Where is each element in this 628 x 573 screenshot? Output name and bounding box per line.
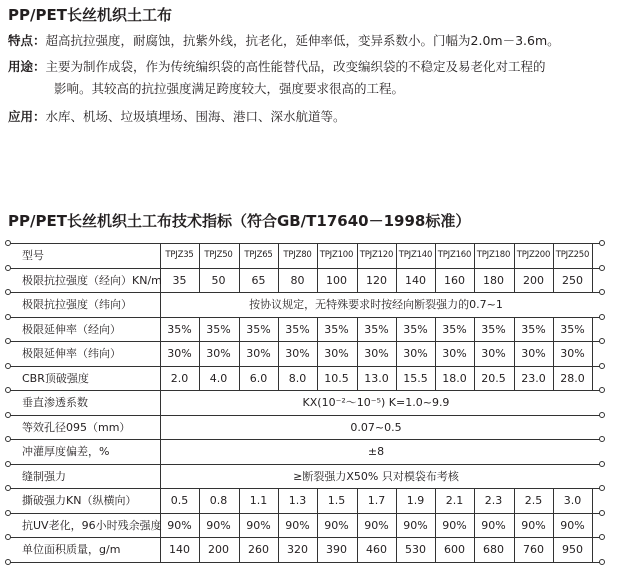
row-value: 90% (442, 518, 467, 532)
row-dot-right (599, 314, 605, 320)
row-value: 90% (324, 518, 349, 532)
row-value: 1.1 (249, 493, 268, 507)
row-value: 160 (444, 273, 465, 287)
usage-text-2: 影响。其较高的抗拉强度满足跨度较大，强度要求很高的工程。 (54, 81, 405, 96)
row-value: 28.0 (560, 371, 585, 385)
document-title: PP/PET长丝机织土工布 (8, 6, 172, 24)
row-value: 760 (523, 542, 544, 556)
row-value: 2.1 (445, 493, 464, 507)
row-dot-right (599, 265, 605, 271)
row-value: 90% (285, 518, 310, 532)
row-label: 极限延伸率（纬向） (22, 347, 121, 361)
application-text: 水库、机场、垃圾填埋场、围海、港口、深水航道等。 (45, 109, 346, 124)
model-header: TPJZ160 (437, 250, 472, 261)
row-span-value: 0.07~0.5 (350, 420, 402, 434)
row-value: 65 (251, 273, 266, 287)
row-value: 35% (285, 322, 310, 336)
model-header: TPJZ80 (283, 250, 312, 261)
row-label: 极限延伸率（经向） (22, 323, 121, 337)
row-dot-right (599, 485, 605, 491)
row-value: 30% (285, 346, 310, 360)
row-value: 950 (562, 542, 583, 556)
row-line (8, 562, 602, 563)
features-paragraph (8, 30, 560, 52)
row-label: 等效孔径095（mm） (22, 421, 131, 435)
row-value: 1.9 (406, 493, 425, 507)
row-value: 2.3 (484, 493, 503, 507)
row-dot-left (5, 461, 11, 467)
row-value: 600 (444, 542, 465, 556)
row-value: 30% (167, 346, 192, 360)
row-dot-left (5, 338, 11, 344)
row-dot-right (599, 510, 605, 516)
row-value: 90% (167, 518, 192, 532)
row-value: 680 (483, 542, 504, 556)
row-value: 250 (562, 273, 583, 287)
application-key: 应用： (8, 109, 46, 124)
row-dot-right (599, 363, 605, 369)
row-dot-left (5, 265, 11, 271)
row-dot-right (599, 387, 605, 393)
usage-paragraph (8, 56, 546, 100)
model-header: TPJZ140 (398, 250, 433, 261)
row-value: 30% (521, 346, 546, 360)
col-line (592, 366, 593, 391)
row-value: 13.0 (364, 371, 389, 385)
row-value: 8.0 (288, 371, 307, 385)
row-value: 530 (405, 542, 426, 556)
row-label: CBR顶破强度 (22, 372, 89, 386)
row-value: 320 (287, 542, 308, 556)
row-span-value: ±8 (367, 444, 385, 458)
row-value: 0.5 (170, 493, 189, 507)
row-value: 90% (521, 518, 546, 532)
row-value: 35% (442, 322, 467, 336)
row-dot-right (599, 436, 605, 442)
row-value: 10.5 (324, 371, 349, 385)
row-value: 1.5 (327, 493, 346, 507)
row-value: 30% (442, 346, 467, 360)
row-dot-right (599, 559, 605, 565)
row-value: 200 (523, 273, 544, 287)
model-header: TPJZ200 (516, 250, 551, 261)
row-value: 23.0 (521, 371, 546, 385)
usage-text-1: 主要为制作成袋，作为传统编织袋的高性能替代品，改变编织袋的不稳定及易老化对工程的 (45, 59, 546, 74)
row-value: 90% (364, 518, 389, 532)
application-paragraph (8, 106, 346, 128)
model-header: TPJZ250 (555, 250, 590, 261)
row-value: 90% (481, 518, 506, 532)
row-value: 35 (172, 273, 187, 287)
row-label: 撕破强力KN（纵横向） (22, 494, 137, 508)
row-label: 抗UV老化，96小时残余强度 (22, 519, 162, 533)
row-value: 15.5 (403, 371, 428, 385)
row-value: 30% (481, 346, 506, 360)
row-dot-left (5, 289, 11, 295)
row-dot-right (599, 240, 605, 246)
row-span-value: 按协议规定，无特殊要求时按经向断裂强力的0.7~1 (249, 298, 503, 312)
row-value: 140 (169, 542, 190, 556)
row-dot-right (599, 412, 605, 418)
row-value: 80 (290, 273, 305, 287)
model-header: TPJZ100 (319, 250, 354, 261)
row-label: 垂直渗透系数 (22, 396, 88, 410)
col-line (592, 513, 593, 538)
row-value: 30% (246, 346, 271, 360)
col-line (592, 488, 593, 513)
row-value: 30% (206, 346, 231, 360)
row-value: 6.0 (249, 371, 268, 385)
row-value: 200 (208, 542, 229, 556)
row-value: 3.0 (563, 493, 582, 507)
row-value: 30% (403, 346, 428, 360)
row-value: 1.3 (288, 493, 307, 507)
model-header: TPJZ120 (359, 250, 394, 261)
row-value: 0.8 (209, 493, 228, 507)
row-value: 140 (405, 273, 426, 287)
row-span-value: KX(10⁻²～10⁻⁵) K=1.0~9.9 (302, 396, 450, 410)
row-value: 35% (364, 322, 389, 336)
row-value: 35% (560, 322, 585, 336)
row-dot-left (5, 363, 11, 369)
row-value: 120 (366, 273, 387, 287)
row-value: 35% (403, 322, 428, 336)
row-value: 100 (326, 273, 347, 287)
row-label: 缝制强力 (22, 470, 66, 484)
col-line (592, 268, 593, 293)
row-dot-left (5, 436, 11, 442)
row-dot-left (5, 485, 11, 491)
features-key: 特点： (8, 33, 46, 48)
row-dot-left (5, 534, 11, 540)
spec-table-title: PP/PET长丝机织土工布技术指标（符合GB/T17640－1998标准） (8, 212, 471, 230)
header-label: 型号 (22, 249, 44, 263)
row-value: 180 (483, 273, 504, 287)
col-line (592, 317, 593, 342)
row-label: 极限抗拉强度（纬向） (22, 298, 132, 312)
model-header: TPJZ65 (244, 250, 273, 261)
col-line (592, 243, 593, 268)
row-value: 35% (167, 322, 192, 336)
row-value: 1.7 (367, 493, 386, 507)
row-label: 极限抗拉强度（经向）KN/m (22, 274, 162, 288)
model-header: TPJZ50 (204, 250, 233, 261)
row-dot-left (5, 240, 11, 246)
row-value: 460 (366, 542, 387, 556)
row-dot-left (5, 314, 11, 320)
row-span-value: ≥断裂强力X50% 只对模袋布考核 (293, 470, 459, 484)
row-value: 4.0 (209, 371, 228, 385)
features-text: 超高抗拉强度，耐腐蚀，抗紫外线，抗老化，延伸率低，变异系数小。门幅为2.0m－3.6m。 (45, 33, 560, 48)
model-header: TPJZ180 (476, 250, 511, 261)
row-value: 90% (560, 518, 585, 532)
row-value: 2.5 (524, 493, 543, 507)
row-dot-right (599, 461, 605, 467)
row-label: 单位面积质量，g/m (22, 543, 121, 557)
row-dot-right (599, 289, 605, 295)
row-dot-left (5, 412, 11, 418)
row-dot-left (5, 387, 11, 393)
row-value: 30% (364, 346, 389, 360)
row-value: 35% (324, 322, 349, 336)
row-value: 30% (324, 346, 349, 360)
row-value: 35% (481, 322, 506, 336)
row-value: 35% (246, 322, 271, 336)
row-label: 冲灌厚度偏差，% (22, 445, 110, 459)
row-value: 35% (206, 322, 231, 336)
row-value: 90% (246, 518, 271, 532)
row-value: 390 (326, 542, 347, 556)
row-value: 20.5 (481, 371, 506, 385)
row-value: 35% (521, 322, 546, 336)
row-value: 2.0 (170, 371, 189, 385)
col-line (592, 537, 593, 562)
model-header: TPJZ35 (165, 250, 194, 261)
row-value: 30% (560, 346, 585, 360)
row-value: 90% (206, 518, 231, 532)
row-value: 18.0 (442, 371, 467, 385)
row-value: 90% (403, 518, 428, 532)
col-line (592, 341, 593, 366)
row-value: 50 (211, 273, 226, 287)
row-dot-right (599, 338, 605, 344)
row-dot-right (599, 534, 605, 540)
row-value: 260 (248, 542, 269, 556)
row-dot-left (5, 559, 11, 565)
usage-key: 用途： (8, 59, 46, 74)
row-dot-left (5, 510, 11, 516)
